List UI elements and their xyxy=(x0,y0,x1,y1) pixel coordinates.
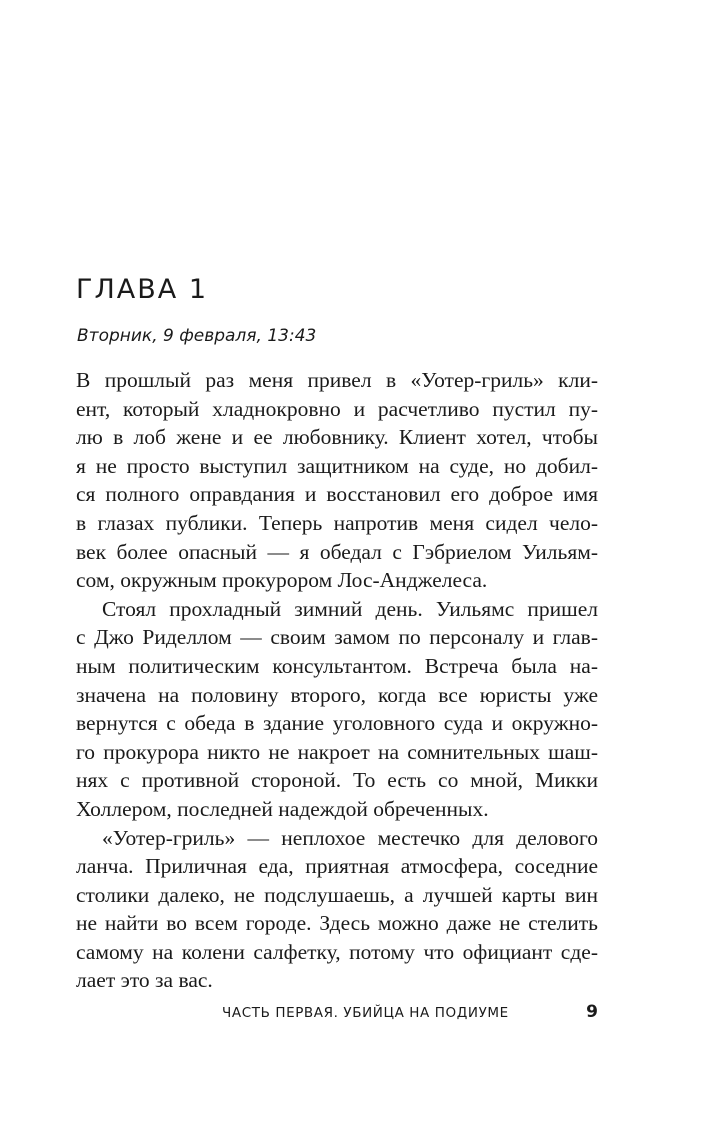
text-line: В прошлый раз меня привел в «Уотер-гриль» кли- xyxy=(76,368,598,392)
text-line: значена на половину второго, когда все юристы уже xyxy=(76,682,598,707)
page-number: 9 xyxy=(586,1002,598,1022)
text-line: столики далеко, не подслушаешь, а лучшей карты вин xyxy=(76,882,598,907)
text-line: я не просто выступил защитником на суде, но добил- xyxy=(76,453,598,478)
running-head: ЧАСТЬ ПЕРВАЯ. УБИЙЦА НА ПОДИУМЕ xyxy=(222,1005,509,1021)
text-line: ным политическим консультантом. Встреча была на- xyxy=(76,653,598,678)
text-line: ланча. Приличная еда, приятная атмосфера, соседние xyxy=(76,854,598,879)
text-line: век более опасный — я обедал с Гэбриелом Уильям- xyxy=(76,539,598,564)
text-line: нях с противной стороной. То есть со мной, Микки xyxy=(76,768,598,793)
body-text xyxy=(76,366,598,995)
text-line: ент, который хладнокровно и расчетливо пустил пу- xyxy=(76,396,598,421)
text-line: вернутся с обеда в здание уголовного суда и окружно- xyxy=(76,711,598,736)
text-line: ся полного оправдания и восстановил его доброе имя xyxy=(76,482,598,507)
text-line: «Уотер-гриль» — неплохое местечко для делового xyxy=(102,825,598,850)
text-line: в глазах публики. Теперь напротив меня сидел чело- xyxy=(76,510,598,535)
text-line: самому на колени салфетку, потому что официант сде- xyxy=(76,939,598,964)
text-line: лает это за вас. xyxy=(76,968,213,993)
text-line: Стоял прохладный зимний день. Уильямс пришел xyxy=(102,596,598,621)
text-line: не найти во всем городе. Здесь можно даже не стелить xyxy=(76,911,598,936)
text-line: Холлером, последней надеждой обреченных. xyxy=(76,796,489,821)
text-line: сом, окружным прокурором Лос-Анджелеса. xyxy=(76,568,488,593)
text-line: го прокурора никто не накроет на сомнительных шаш- xyxy=(76,739,598,764)
chapter-dateline: Вторник, 9 февраля, 13:43 xyxy=(77,326,317,346)
text-line: лю в лоб жене и ее любовнику. Клиент хотел, чтобы xyxy=(76,425,598,450)
text-line: с Джо Риделлом — своим замом по персоналу и глав- xyxy=(76,625,598,650)
chapter-title: ГЛАВА 1 xyxy=(76,274,208,305)
page-footer xyxy=(222,1002,598,1022)
